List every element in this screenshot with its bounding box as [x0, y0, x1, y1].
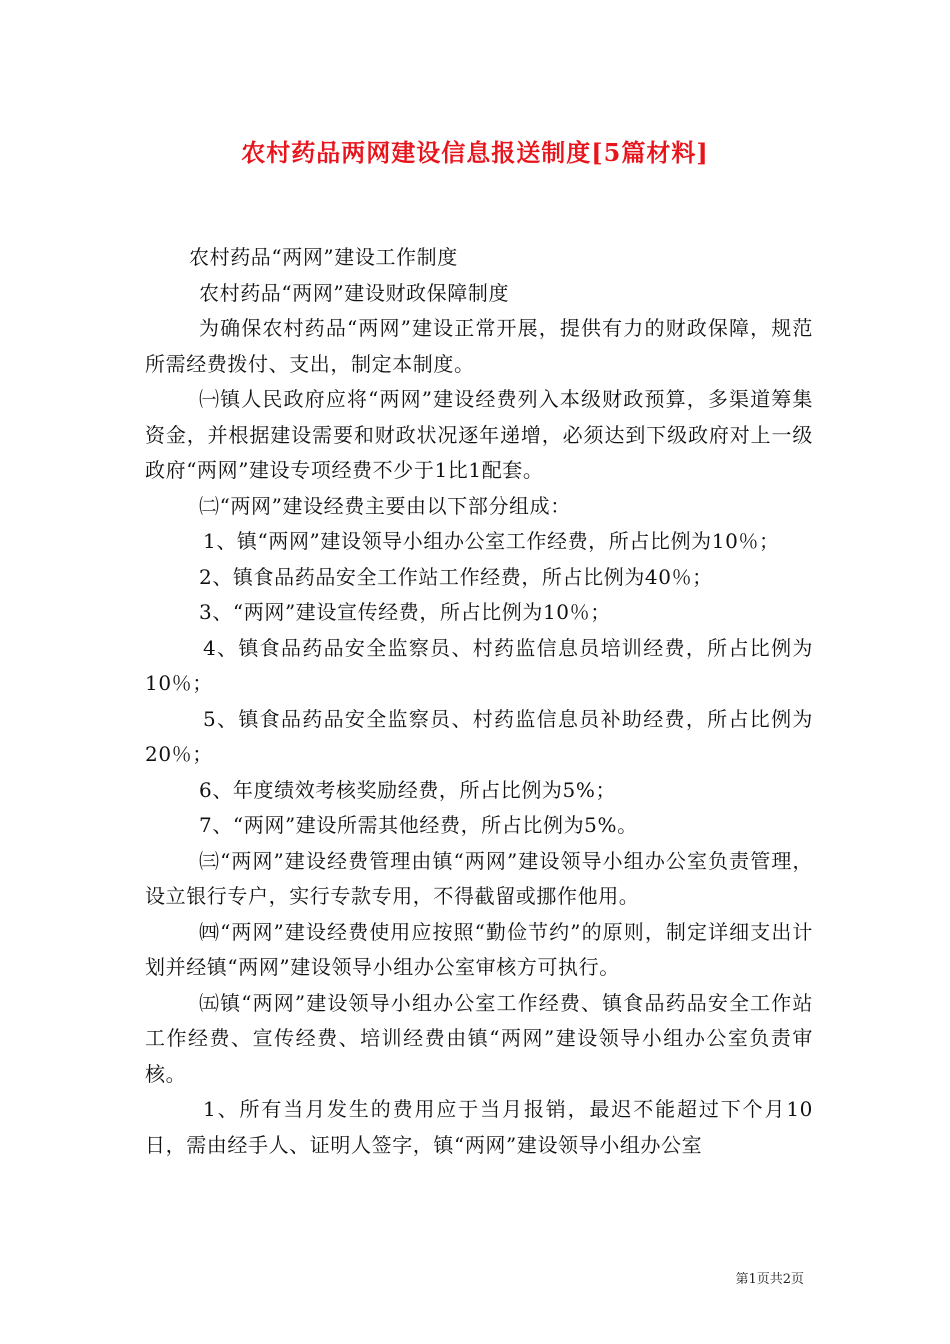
paragraph-sub-1: 1、镇“两网”建设领导小组办公室工作经费，所占比例为10％； [203, 529, 780, 553]
paragraph-item-5: ㈤镇“两网”建设领导小组办公室工作经费、镇食品药品安全工作站工作经费、宣传经费、培训经费由镇“两网”建设领导小组办公室负责审核。 [145, 990, 813, 1086]
paragraph-heading-finance-system: 农村药品“两网”建设财政保障制度 [199, 280, 510, 305]
document-title: 农村药品两网建设信息报送制度[5篇材料] [241, 138, 709, 167]
paragraph-purpose: 为确保农村药品“两网”建设正常开展，提供有力的财政保障，规范所需经费拨付、支出，制定本制度。 [145, 316, 813, 376]
paragraph-sub-3: 3、“两网”建设宣传经费，所占比例为10％； [199, 600, 611, 624]
document-body [145, 240, 813, 1163]
paragraph-item-3: ㈢“两网”建设经费管理由镇“两网”建设领导小组办公室负责管理，设立银行专户，实行专款专用，不得截留或挪作他用。 [145, 848, 813, 908]
paragraph-item-2: ㈡“两网”建设经费主要由以下部分组成： [199, 493, 571, 518]
page-number: 第1页共2页 [735, 1272, 804, 1287]
paragraph-reimbursement: 1、所有当月发生的费用应于当月报销，最迟不能超过下个月10日，需由经手人、证明人签字，镇“两网”建设领导小组办公室 [145, 1097, 813, 1157]
paragraph-sub-6: 6、年度绩效考核奖励经费，所占比例为5%； [199, 777, 617, 802]
paragraph-item-1: ㈠镇人民政府应将“两网”建设经费列入本级财政预算，多渠道筹集资金，并根据建设需要和财政状况逐年递增，必须达到下级政府对上一级政府“两网”建设专项经费不少于1比1配套。 [145, 387, 813, 482]
paragraph-sub-7: 7、“两网”建设所需其他经费，所占比例为5%。 [199, 813, 638, 837]
paragraph-sub-4: 4、镇食品药品安全监察员、村药监信息员培训经费，所占比例为10％； [145, 635, 813, 695]
paragraph-sub-5: 5、镇食品药品安全监察员、村药监信息员补助经费，所占比例为20％； [145, 706, 813, 766]
paragraph-sub-2: 2、镇食品药品安全工作站工作经费，所占比例为40％； [199, 564, 713, 589]
paragraph-item-4: ㈣“两网”建设经费使用应按照“勤俭节约”的原则，制定详细支出计划并经镇“两网”建设领导小组办公室审核方可执行。 [145, 919, 813, 979]
paragraph-heading-work-system: 农村药品“两网”建设工作制度 [189, 245, 458, 269]
